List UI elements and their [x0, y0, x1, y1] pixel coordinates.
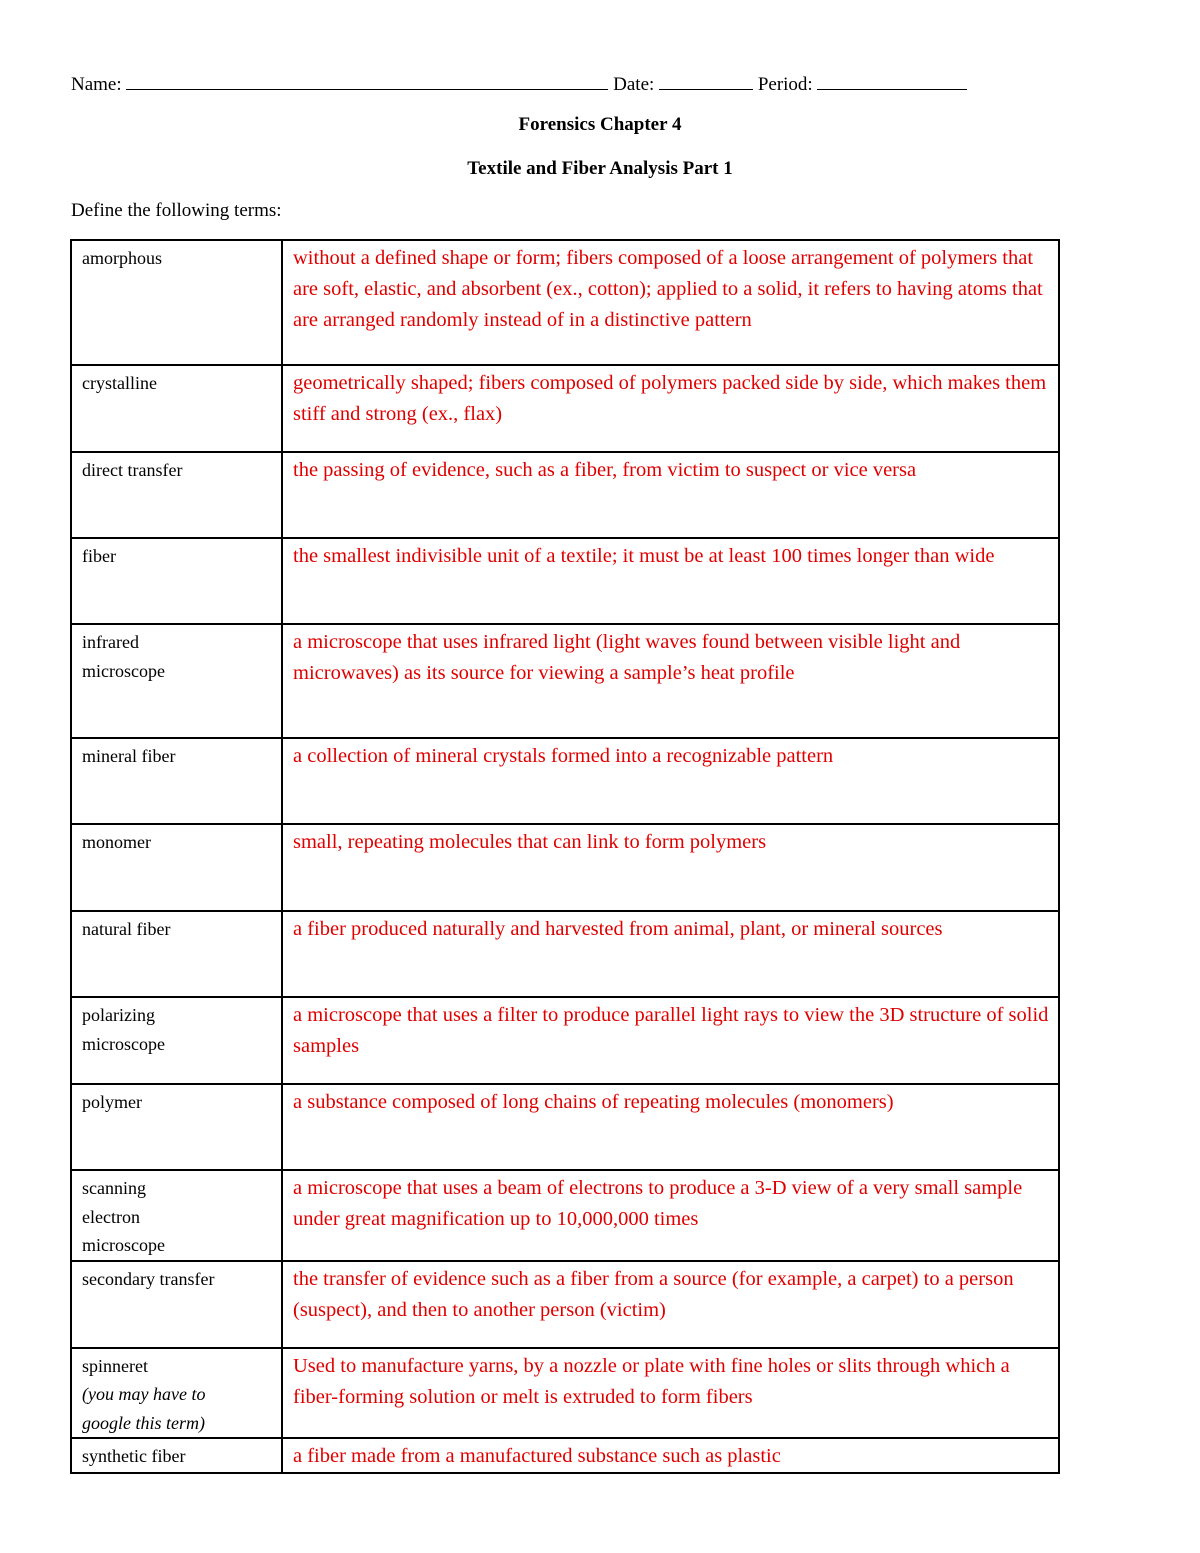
term-cell: [71, 997, 282, 1084]
term-cell: [71, 824, 282, 911]
term-label: mineral fiber: [82, 746, 176, 766]
date-blank[interactable]: [659, 71, 753, 90]
term-row: [71, 1348, 1059, 1439]
term-label: amorphous: [82, 248, 162, 268]
term-cell: [71, 240, 282, 365]
term-row: [71, 1438, 1059, 1473]
term-cell: [71, 452, 282, 538]
term-label: infrared microscope: [82, 632, 165, 681]
term-label: polymer: [82, 1092, 142, 1112]
page-title: Forensics Chapter 4: [518, 114, 682, 135]
definition-cell: a microscope that uses a filter to produce parallel light rays to view the 3D structure of solid samples: [282, 997, 1059, 1084]
instruction-text: Define the following terms:: [71, 200, 282, 221]
term-label: secondary transfer: [82, 1268, 215, 1289]
term-row: [71, 738, 1059, 824]
term-row: [71, 1170, 1059, 1261]
name-label: Name:: [71, 74, 122, 95]
definition-cell: a collection of mineral crystals formed into a recognizable pattern: [282, 738, 1059, 824]
definition-cell: a substance composed of long chains of repeating molecules (monomers): [282, 1084, 1059, 1170]
terms-table: [70, 239, 1060, 1474]
definition-cell: a fiber produced naturally and harvested from animal, plant, or mineral sources: [282, 911, 1059, 997]
term-label: direct transfer: [82, 460, 183, 480]
definition-cell: small, repeating molecules that can link to form polymers: [282, 824, 1059, 911]
term-row: [71, 452, 1059, 538]
term-row: [71, 824, 1059, 911]
term-cell: [71, 624, 282, 738]
term-cell: [71, 365, 282, 452]
term-cell: [71, 1438, 282, 1473]
term-row: [71, 365, 1059, 452]
term-cell: [71, 538, 282, 624]
term-cell: [71, 1170, 282, 1261]
definition-cell: without a defined shape or form; fibers composed of a loose arrangement of polymers that are soft, elastic, and absorbent (ex., cotton); applied to a solid, it refers to having atoms that are arranged randomly instead of in a distinctive pattern: [282, 240, 1059, 365]
definition-cell: the smallest indivisible unit of a textile; it must be at least 100 times longer than wide: [282, 538, 1059, 624]
term-row: [71, 1261, 1059, 1348]
definition-cell: the transfer of evidence such as a fiber from a source (for example, a carpet) to a person (suspect), and then to another person (victim): [282, 1261, 1059, 1348]
term-cell: [71, 1261, 282, 1348]
definition-cell: geometrically shaped; fibers composed of polymers packed side by side, which makes them stiff and strong (ex., flax): [282, 365, 1059, 452]
page-subtitle: Textile and Fiber Analysis Part 1: [467, 158, 733, 179]
term-row: [71, 1084, 1059, 1170]
term-row: [71, 240, 1059, 365]
term-cell: [71, 1348, 282, 1439]
student-info-line: [71, 71, 967, 96]
period-label: Period:: [757, 74, 813, 95]
term-label: polarizing microscope: [82, 1005, 165, 1054]
term-label: synthetic fiber: [82, 1446, 186, 1466]
term-cell: [71, 1084, 282, 1170]
term-label: spinneret: [82, 1355, 148, 1376]
term-cell: [71, 911, 282, 997]
term-label: crystalline: [82, 373, 157, 393]
term-row: [71, 538, 1059, 624]
term-note: (you may have to google this term): [82, 1384, 206, 1433]
term-cell: [71, 738, 282, 824]
term-label: fiber: [82, 546, 116, 566]
definition-cell: a microscope that uses infrared light (light waves found between visible light and microwaves) as its source for viewing a sample’s heat profile: [282, 624, 1059, 738]
definition-cell: the passing of evidence, such as a fiber, from victim to suspect or vice versa: [282, 452, 1059, 538]
term-row: [71, 624, 1059, 738]
definition-cell: a fiber made from a manufactured substance such as plastic: [282, 1438, 1059, 1473]
term-label: natural fiber: [82, 919, 171, 939]
term-label: monomer: [82, 832, 151, 852]
definition-cell: Used to manufacture yarns, by a nozzle or plate with fine holes or slits through which a fiber-forming solution or melt is extruded to form fibers: [282, 1348, 1059, 1439]
term-label: scanning electron microscope: [82, 1178, 165, 1255]
definition-cell: a microscope that uses a beam of electrons to produce a 3-D view of a very small sample under great magnification up to 10,000,000 times: [282, 1170, 1059, 1261]
term-row: [71, 997, 1059, 1084]
term-row: [71, 911, 1059, 997]
period-blank[interactable]: [817, 71, 967, 90]
date-label: Date:: [613, 74, 655, 95]
name-blank[interactable]: [126, 71, 608, 90]
